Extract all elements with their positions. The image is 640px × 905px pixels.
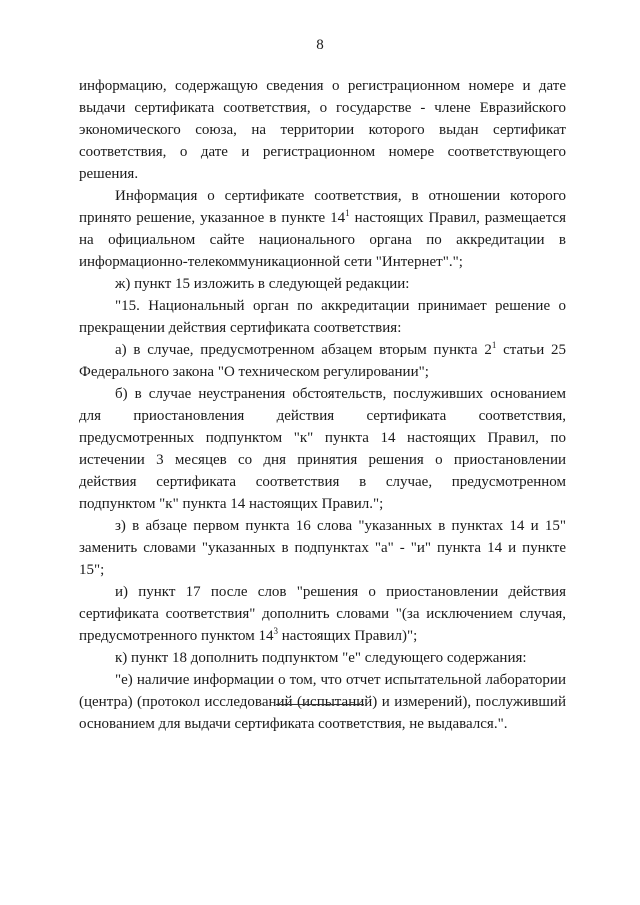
paragraph [79, 647, 566, 669]
paragraph-text: Информация о сертификате соответствия, в отношении которого принято решение, указанное в пункте 14 [79, 188, 566, 226]
paragraph-text: з) в абзаце первом пункта 16 слова "указанных в пунктах 14 и 15" заменить словами "указанных в подпунктах "а" - "и" пункта 14 и пункте 15"; [79, 518, 566, 578]
paragraph [79, 295, 566, 339]
paragraph [79, 669, 566, 735]
paragraph [79, 515, 566, 581]
superscript-index: 1 [345, 208, 350, 218]
superscript-index: 3 [273, 626, 279, 636]
paragraph [79, 75, 566, 185]
paragraph-text: б) в случае неустранения обстоятельств, послуживших основанием для приостановления действия сертификата соответствия, предусмотренных подпунктом "к" пункта 14 настоящих Правил, по истечении 3 месяцев со дня принятия решения о приостановлении действия сертификата соответствия в случае, предусмотренном подпунктом "к" пункта 14 настоящих Правил."; [79, 386, 566, 512]
paragraph [79, 185, 566, 273]
superscript-index: 1 [491, 340, 497, 350]
paragraph-text: настоящих Правил)"; [278, 628, 418, 644]
paragraph-text: и) пункт 17 после слов "решения о приостановлении действия сертификата соответствия" дополнить словами "(за исключением случая, предусмотренного пунктом 14 [79, 584, 566, 644]
paragraph-text: "15. Национальный орган по аккредитации принимает решение о прекращении действия сертификата соответствия: [79, 298, 566, 336]
paragraph-text: настоящих Правил, размещается на официальном сайте национального органа по аккредитации в информационно-телекоммуникационной сети "Интернет"."; [79, 210, 566, 270]
paragraph-text: статьи 25 Федерального закона "О техническом регулировании"; [79, 342, 566, 380]
paragraph-text: "е) наличие информации о том, что отчет испытательной лаборатории (центра) (протокол исследований (испытаний) и измерений), послуживший основанием для выдачи сертификата соответствия, не выдавался.". [79, 672, 566, 732]
paragraph [79, 581, 566, 647]
paragraph-text: ж) пункт 15 изложить в следующей редакции: [115, 276, 410, 292]
paragraph-text: а) в случае, предусмотренном абзацем вторым пункта 2 [115, 342, 492, 358]
paragraph [79, 383, 566, 515]
page-number: 8 [316, 37, 324, 53]
document-body [79, 75, 566, 735]
end-of-document-rule [276, 704, 364, 705]
paragraph-text: информацию, содержащую сведения о регистрационном номере и дате выдачи сертификата соответствия, о государстве - члене Евразийского экономического союза, на территории которого выдан сертификат соответствия, о дате и регистрационном номере соответствующего решения. [79, 78, 566, 182]
paragraph [79, 339, 566, 383]
paragraph [79, 273, 566, 295]
paragraph-text: к) пункт 18 дополнить подпунктом "е" следующего содержания: [115, 650, 527, 666]
